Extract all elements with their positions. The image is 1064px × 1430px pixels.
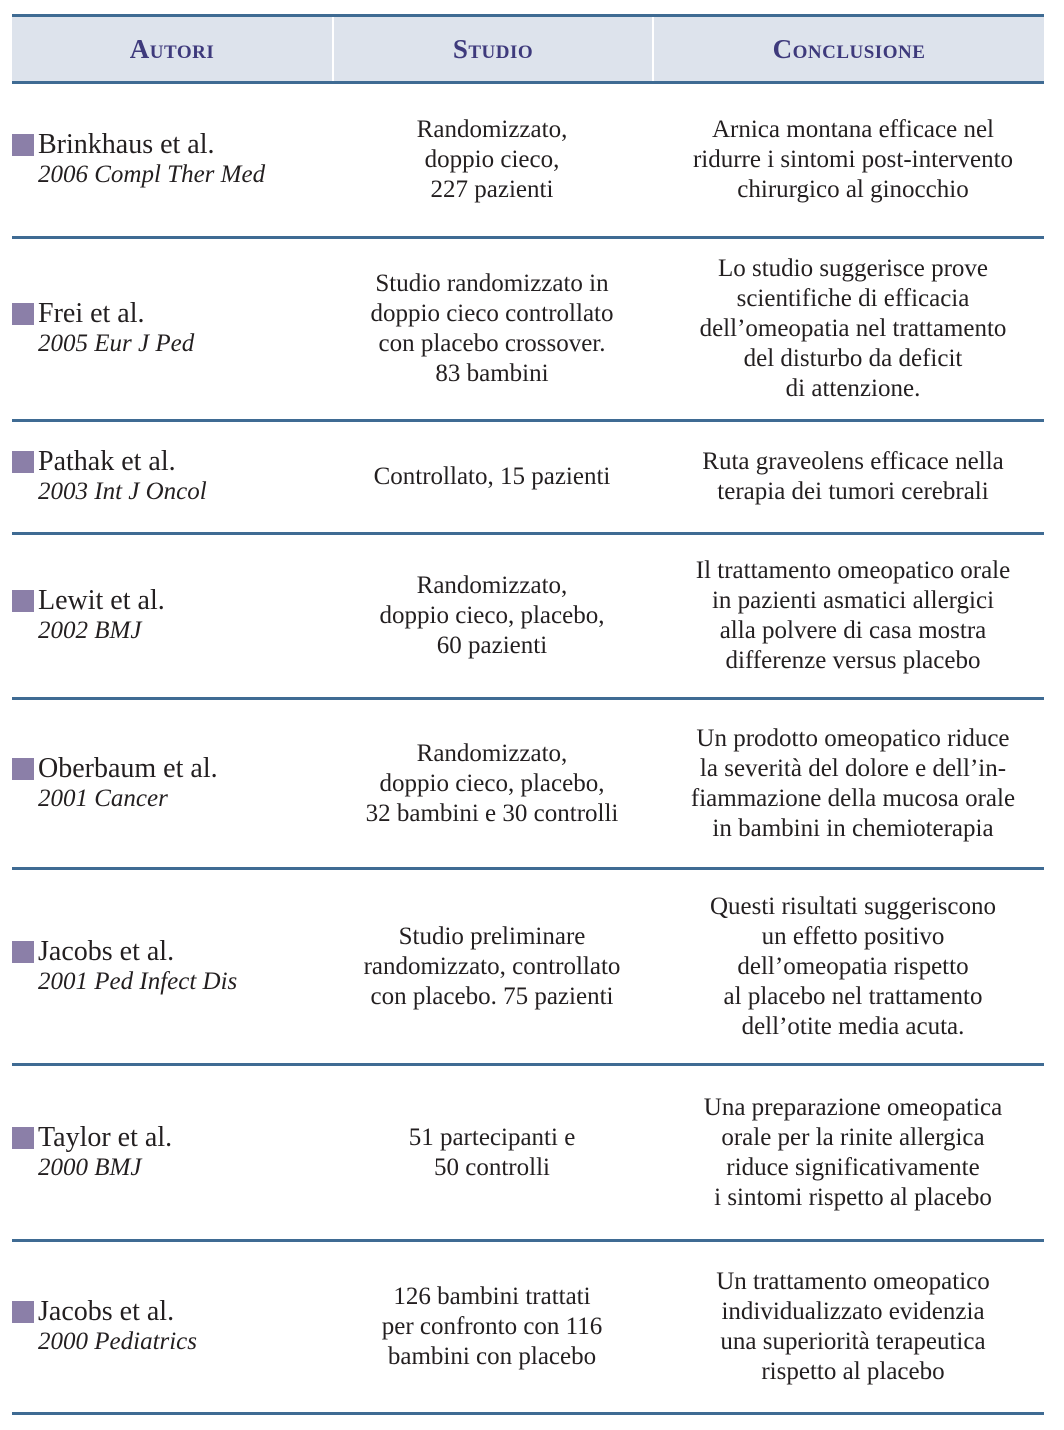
studies-table: [12, 14, 1044, 1415]
table-row: [12, 239, 1044, 422]
conclusion-cell: Il trattamento omeopatico orale in pazienti asmatici allergici alla polvere di casa mostra differenze versus placebo: [695, 557, 1011, 674]
square-bullet-icon: [12, 590, 34, 612]
author-name: Pathak et al.: [38, 446, 176, 477]
table-row: [12, 700, 1044, 870]
study-cell: Randomizzato, doppio cieco, placebo, 32 bambini e 30 controlli: [365, 739, 619, 827]
author-name: Jacobs et al.: [38, 1296, 175, 1327]
square-bullet-icon: [12, 941, 34, 963]
authors-cell: [12, 1242, 332, 1412]
author-reference: 2005 Eur J Ped: [38, 330, 195, 357]
table-row: [12, 535, 1044, 700]
square-bullet-icon: [12, 134, 34, 156]
square-bullet-icon: [12, 758, 34, 780]
study-cell: 51 partecipanti e 50 controlli: [408, 1123, 576, 1181]
study-cell: Controllato, 15 pazienti: [373, 463, 611, 490]
conclusion-cell: Ruta graveolens efficace nella terapia dei tumori cerebrali: [702, 448, 1004, 505]
author-name: Oberbaum et al.: [38, 752, 218, 784]
study-cell: 126 bambini trattati per confronto con 116 bambini con placebo: [381, 1283, 603, 1370]
author-reference: 2002 BMJ: [38, 617, 142, 644]
author-reference: 2001 Ped Infect Dis: [38, 967, 238, 995]
authors-cell: [12, 870, 332, 1063]
authors-cell: [12, 700, 332, 867]
header-authors: Autori: [129, 33, 215, 64]
conclusion-cell: Una preparazione omeopatica orale per la rinite allergica riduce significativamente i sintomi rispetto al placebo: [703, 1093, 1003, 1211]
study-cell: Randomizzato, doppio cieco, placebo, 60 pazienti: [379, 572, 605, 659]
authors-cell: [12, 422, 332, 532]
square-bullet-icon: [12, 451, 34, 473]
header-conclusion: Conclusione: [772, 33, 926, 64]
table-row: [12, 422, 1044, 535]
authors-cell: [12, 1066, 332, 1239]
authors-cell: [12, 239, 332, 419]
author-name: Lewit et al.: [38, 585, 165, 616]
table-row: [12, 84, 1044, 239]
author-name: Jacobs et al.: [38, 935, 175, 967]
study-cell: Studio preliminare randomizzato, controllato con placebo. 75 pazienti: [363, 922, 621, 1010]
author-reference: 2000 Pediatrics: [38, 1328, 198, 1355]
authors-cell: [12, 84, 332, 236]
header-study: Studio: [332, 17, 654, 81]
study-cell: Studio randomizzato in doppio cieco controllato con placebo crossover. 83 bambini: [370, 270, 614, 387]
author-name: Taylor et al.: [38, 1121, 173, 1153]
authors-cell: [12, 535, 332, 697]
author-reference: 2003 Int J Oncol: [38, 478, 207, 505]
table-row: [12, 1066, 1044, 1242]
author-name: Brinkhaus et al.: [38, 129, 215, 160]
conclusion-cell: Questi risultati suggeriscono un effetto positivo dell’omeopatia rispetto al placebo nel trattamento dell’otite media acuta.: [709, 892, 997, 1040]
conclusion-cell: Un trattamento omeopatico individualizzato evidenzia una superiorità terapeutica rispetto al placebo: [716, 1268, 990, 1385]
conclusion-cell: Arnica montana efficace nel ridurre i sintomi post-intervento chirurgico al ginocchio: [692, 116, 1014, 203]
square-bullet-icon: [12, 1301, 34, 1323]
conclusion-cell: Lo studio suggerisce prove scientifiche di efficacia dell’omeopatia nel trattamento del disturbo da deficit di attenzione.: [699, 255, 1007, 402]
author-reference: 2000 BMJ: [38, 1153, 142, 1181]
author-reference: 2006 Compl Ther Med: [38, 161, 266, 188]
conclusion-cell: Un prodotto omeopatico riduce la severità del dolore e dell’in- fiammazione della mucosa orale in bambini in chemioterapia: [690, 724, 1016, 842]
square-bullet-icon: [12, 1127, 34, 1149]
study-cell: Randomizzato, doppio cieco, 227 pazienti: [416, 116, 568, 203]
table-header: [12, 14, 1044, 84]
author-reference: 2001 Cancer: [38, 784, 168, 812]
table-row: [12, 870, 1044, 1066]
table-row: [12, 1242, 1044, 1415]
square-bullet-icon: [12, 303, 34, 325]
author-name: Frei et al.: [38, 298, 145, 329]
